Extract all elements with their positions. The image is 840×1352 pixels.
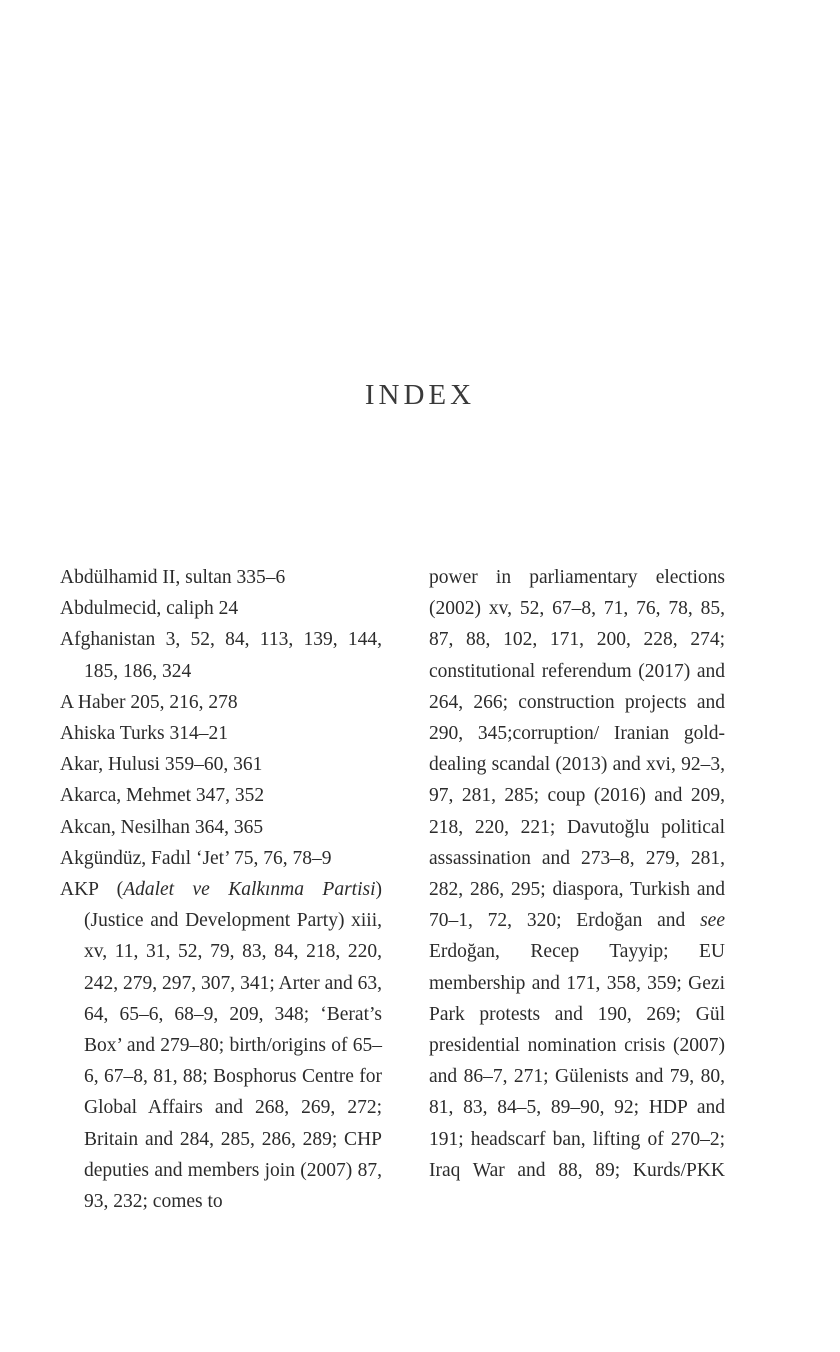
akp-entry-italic-name: Adalet ve Kalkınma Partisi bbox=[123, 879, 376, 901]
index-entry-akp-continued bbox=[429, 562, 725, 1186]
akp-entry-subentries: ) (Justice and Development Party) xiii, xv, 11, 31, 52, 79, 83, 84, 218, 220, 242, 279, 297, 307, 341; Arter and 63, 64, 65–6, 68–9, 209, 348; ‘Berat’s Box’ and 279–80; birth/origins of 65–6, 67–8, 81, 88; Bosphorus Centre for Global Affairs and 268, 269, 272; Britain and 284, 285, 286, 289; CHP deputies and members join (2007) 87, 93, 232; comes to bbox=[84, 879, 383, 1213]
akp-continued-text: power in parliamentary elections (2002) xv, 52, 67–8, 71, 76, 78, 85, 87, 88, 102, 171, 200, 228, 274; constitutional referendum (2017) and 264, 266; construction projects and 290, 345;corruption/ Iranian gold-dealing scandal (2013) and xvi, 92–3, 97, 281, 285; coup (2016) and 209, 218, 220, 221; Davutoğlu political assassination and 273–8, 279, 281, 282, 286, 295; diaspora, Turkish and 70–1, 72, 320; Erdoğan and bbox=[429, 567, 725, 932]
see-reference-word: see bbox=[700, 910, 725, 932]
index-entry-akar: Akar, Hulusi 359–60, 361 bbox=[60, 754, 263, 776]
index-entry-afghanistan: Afghanistan 3, 52, 84, 113, 139, 144, 185, 186, 324 bbox=[60, 629, 382, 682]
page-title: INDEX bbox=[364, 379, 476, 412]
index-entry-akarca: Akarca, Mehmet 347, 352 bbox=[60, 785, 265, 807]
index-entry-abdulmecid: Abdulmecid, caliph 24 bbox=[60, 598, 239, 620]
index-entry-abdulhamid: Abdülhamid II, sultan 335–6 bbox=[60, 567, 286, 588]
index-entry-ahiska-turks: Ahiska Turks 314–21 bbox=[60, 723, 228, 745]
index-entry-akcan: Akcan, Nesilhan 364, 365 bbox=[60, 816, 264, 838]
index-column-right bbox=[429, 562, 725, 1186]
index-entry-akp bbox=[60, 874, 382, 1217]
akp-entry-lead: AKP ( bbox=[60, 879, 124, 901]
index-entry-a-haber: A Haber 205, 216, 278 bbox=[60, 691, 238, 713]
index-entry-akgunduz: Akgündüz, Fadıl ‘Jet’ 75, 76, 78–9 bbox=[60, 847, 332, 869]
akp-continued-text-2: Erdoğan, Recep Tayyip; EU membership and 171, 358, 359; Gezi Park protests and 190, 269; Gül presidential nomination crisis (2007) and 86–7, 271; Gülenists and 79, 80, 81, 83, 84–5, 89–90, 92; HDP and 191; headscarf ban, lifting of 270–2; Iraq War and 88, 89; Kurds/PKK bbox=[429, 941, 725, 1181]
index-column-left bbox=[60, 562, 382, 1217]
